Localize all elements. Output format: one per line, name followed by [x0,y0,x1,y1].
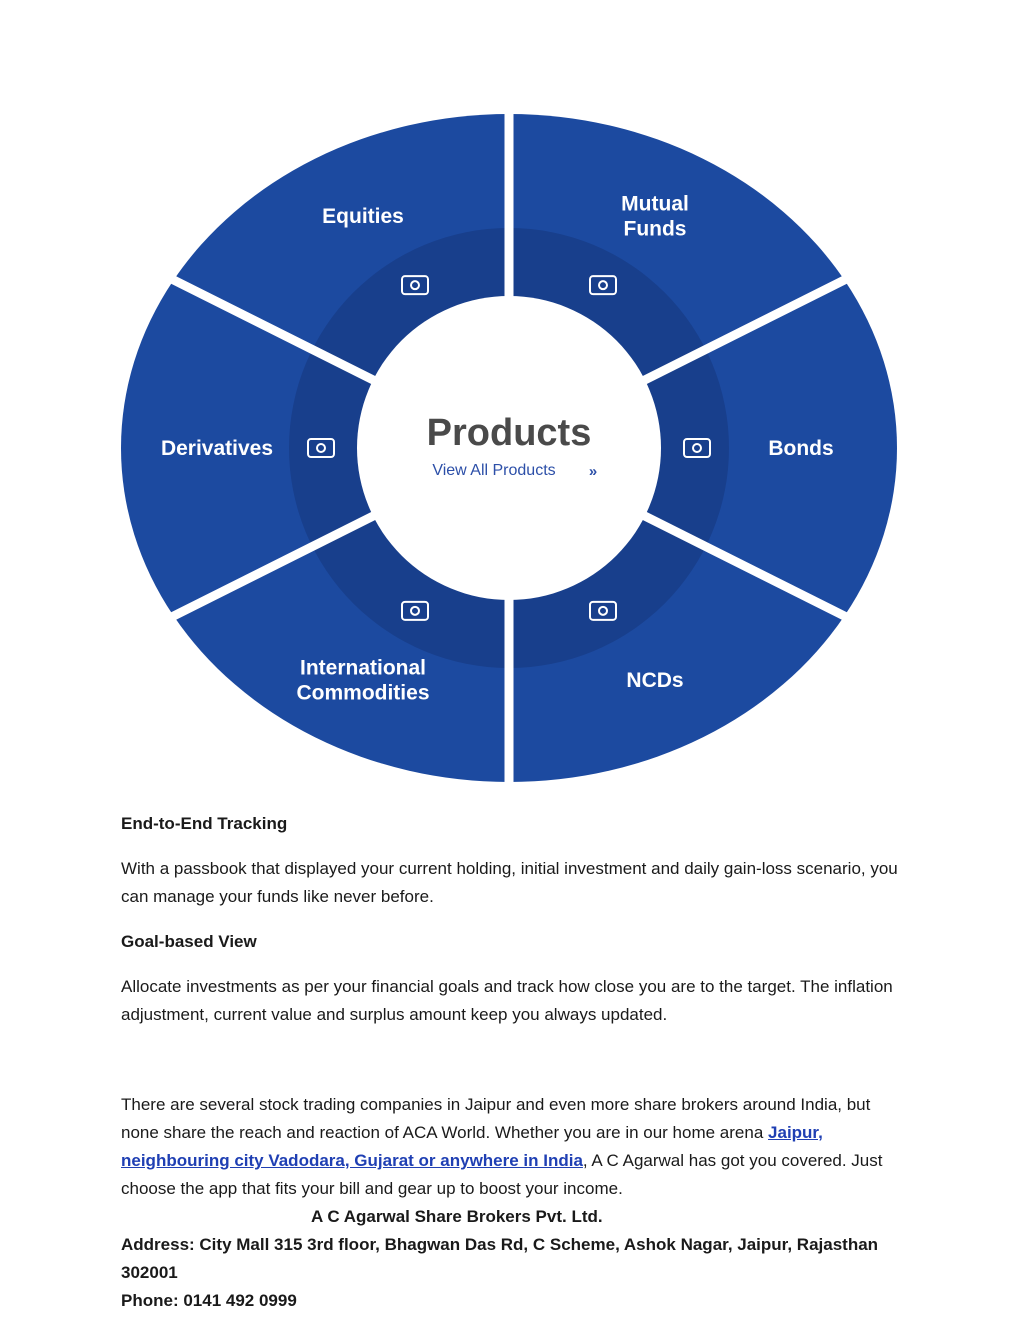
segment-label: Mutual Funds [621,192,689,241]
segment-label: NCDs [626,669,684,693]
view-all-products-link[interactable]: View All Products [432,462,556,479]
brokers-paragraph-block [121,1091,911,1315]
jaipur-vadodara-india-link[interactable]: Jaipur, neighbouring city Vadodara, Gujarat or anywhere in India [121,1123,823,1170]
goal-heading: Goal-based View [121,932,257,951]
brokers-intro-text: There are several stock trading companies in Jaipur and even more share brokers around India, but none share the reach and reaction of ACA World. Whether you are in our home arena [121,1095,871,1142]
segment-label: Bonds [768,437,834,460]
segment-label: Derivatives [160,437,274,460]
company-name: A C Agarwal Share Brokers Pvt. Ltd. [311,1207,603,1226]
brokers-outro-text: , A C Agarwal has got you covered. Just choose the app that fits your bill and gear up to boost your income. [121,1151,883,1198]
segment-label: International Commodities [296,656,430,705]
tracking-paragraph-block [121,855,911,911]
brokers-paragraph [121,1091,911,1203]
end-to-end-tracking-section [121,810,911,838]
segment-label: Equities [322,204,404,228]
center-title: Products [426,412,592,454]
company-phone: Phone: 0141 492 0999 [121,1291,297,1310]
company-address: Address: City Mall 315 3rd floor, Bhagwan Das Rd, C Scheme, Ashok Nagar, Jaipur, Rajasthan 302001 [121,1235,879,1282]
goal-section [121,928,911,956]
goal-paragraph-block [121,973,911,1029]
products-wheel-diagram [112,112,912,792]
goal-paragraph: Allocate investments as per your financial goals and track how close you are to the target. The inflation adjustment, current value and surplus amount keep you always updated. [121,977,893,1024]
tracking-paragraph: With a passbook that displayed your current holding, initial investment and daily gain-loss scenario, you can manage your funds like never before. [121,859,898,906]
chevron-right-icon[interactable]: » [588,463,598,480]
tracking-heading: End-to-End Tracking [121,814,288,833]
